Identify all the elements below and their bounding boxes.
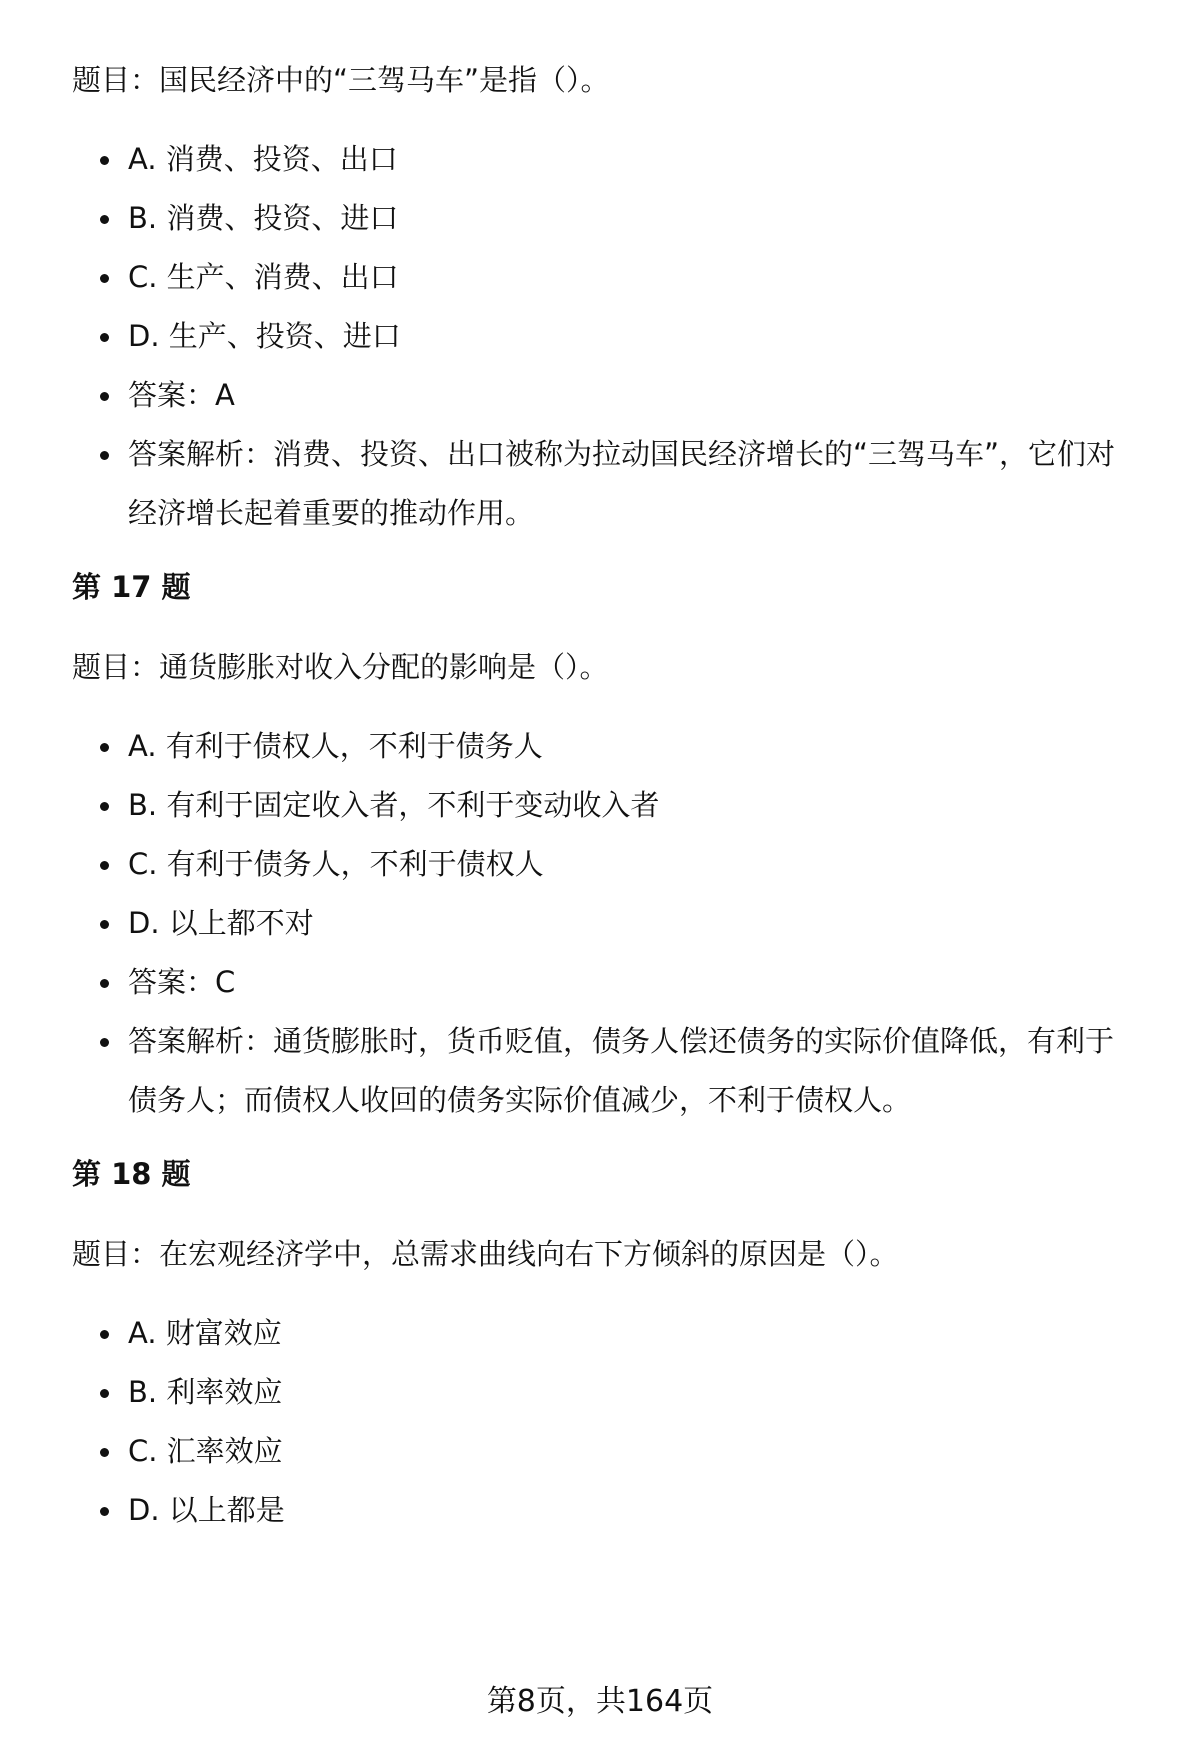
question-17-text: 题目：通货膨胀对收入分配的影响是（）。 [72, 650, 609, 684]
option-a: A. 有利于债权人，不利于债务人 [72, 717, 1142, 776]
question-18-text: 题目：在宏观经济学中，总需求曲线向右下方倾斜的原因是（）。 [72, 1237, 899, 1271]
question-17-options [72, 717, 1142, 1130]
option-d: D. 生产、投资、进口 [72, 307, 1142, 366]
question-16-text: 题目：国民经济中的“三驾马车”是指（）。 [72, 63, 610, 97]
answer-explanation: 答案解析：通货膨胀时，货币贬值，债务人偿还债务的实际价值降低，有利于债务人；而债权人收回的债务实际价值减少，不利于债权人。 [72, 1012, 1142, 1130]
option-c: C. 有利于债务人，不利于债权人 [72, 835, 1142, 894]
option-c: C. 汇率效应 [72, 1422, 1142, 1481]
option-d: D. 以上都不对 [72, 894, 1142, 953]
question-18-heading: 第 18 题 [72, 1157, 191, 1191]
question-17-heading: 第 17 题 [72, 570, 191, 604]
option-b: B. 有利于固定收入者，不利于变动收入者 [72, 776, 1142, 835]
answer-explanation: 答案解析：消费、投资、出口被称为拉动国民经济增长的“三驾马车”，它们对经济增长起着重要的推动作用。 [72, 425, 1142, 543]
option-d: D. 以上都是 [72, 1481, 1142, 1540]
option-a: A. 财富效应 [72, 1304, 1142, 1363]
option-b: B. 利率效应 [72, 1363, 1142, 1422]
document-page [72, 60, 1142, 1540]
question-18-options [72, 1304, 1142, 1540]
option-c: C. 生产、消费、出口 [72, 248, 1142, 307]
page-footer: 第8页，共164页 [486, 1684, 714, 1719]
option-b: B. 消费、投资、进口 [72, 189, 1142, 248]
option-a: A. 消费、投资、出口 [72, 130, 1142, 189]
question-16-options [72, 130, 1142, 543]
answer: 答案：A [72, 366, 1142, 425]
answer: 答案：C [72, 953, 1142, 1012]
